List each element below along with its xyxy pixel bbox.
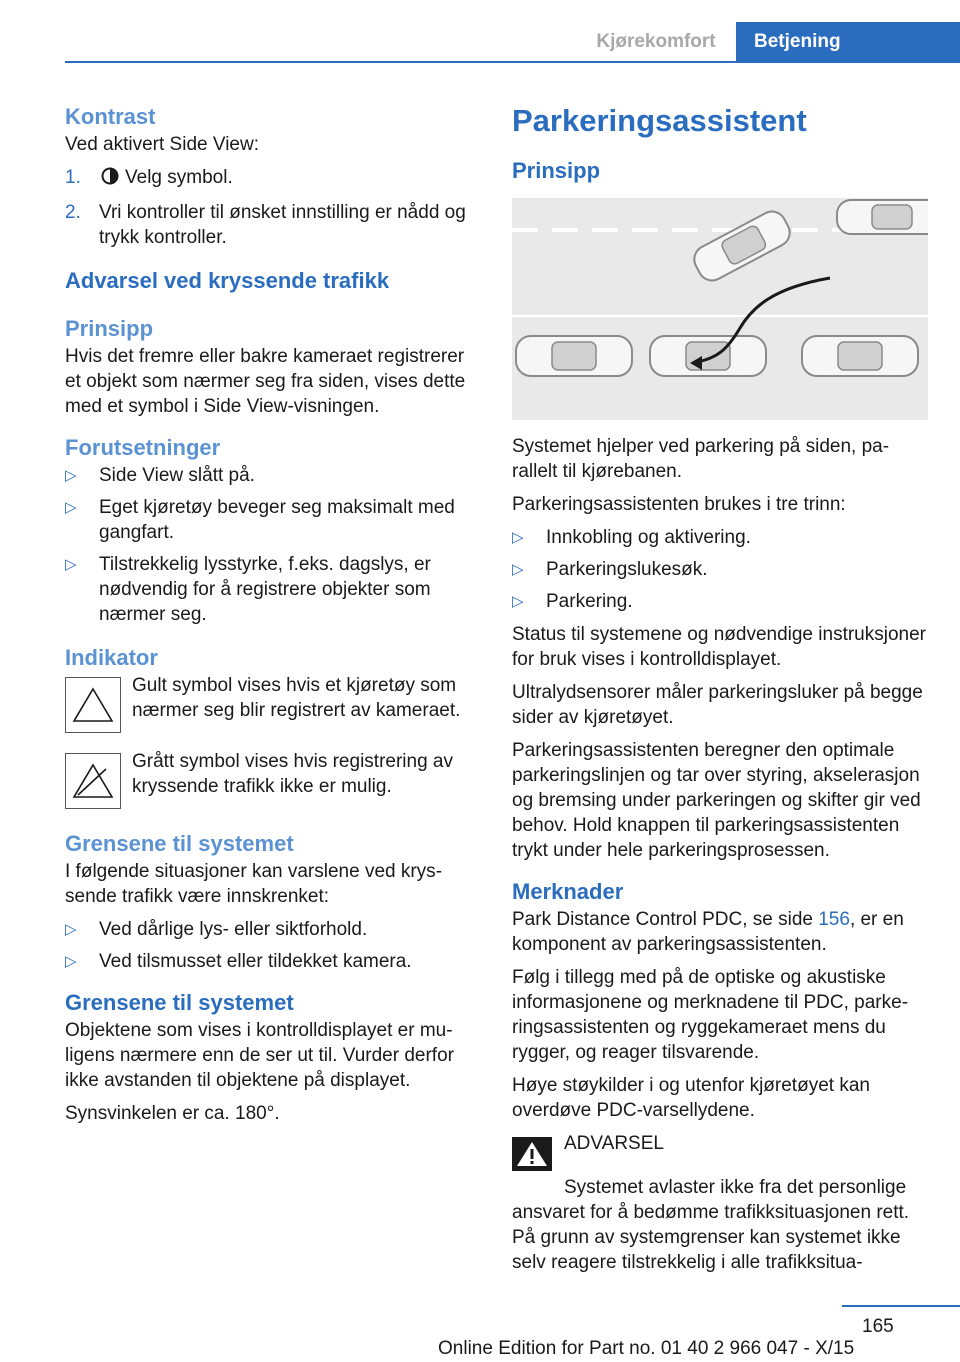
cross-traffic-principle-heading: Prinsipp [65, 316, 154, 341]
indicator-grey-row [65, 749, 477, 809]
limits-list [65, 917, 477, 974]
right-column [512, 102, 928, 1283]
indicator-yellow-text: Gult symbol vises hvis et kjøretøy som nærmer seg blir registrert av kameraet. [132, 675, 461, 721]
parking-p5: Parkeringsassistenten beregner den optimale parkeringslinjen og tar over styring, akselerasjon og bremsing under parkeringen og skifter gir ved behov. Hold knappen til parkeringsassistenten trykt under hele parkeringsprosessen. [512, 740, 921, 861]
prereq-heading: Forutsetninger [65, 435, 221, 460]
parking-p2: Parkeringsassistenten brukes i tre trinn: [512, 494, 846, 515]
page-link[interactable]: 156 [818, 909, 850, 930]
warning-block [512, 1131, 928, 1171]
parking-p4: Ultralydsensorer måler parkeringsluker på begge sider av kjøretøyet. [512, 682, 923, 728]
target-car-icon [837, 200, 928, 234]
contrast-icon [101, 167, 119, 192]
limits-heading: Grensene til systemet [65, 831, 294, 856]
cross-traffic-principle-text: Hvis det fremre eller bakre kameraet registrerer et objekt som nærmer seg fra siden, vises dette med et symbol i Side View-visningen. [65, 346, 466, 417]
page-number: 165 [862, 1316, 894, 1337]
kontrast-step-1: 1. Velg symbol. [65, 165, 477, 192]
parked-car-left-icon [516, 336, 632, 376]
parked-car-right-icon [802, 336, 918, 376]
indicator-heading: Indikator [65, 645, 158, 670]
left-column [65, 102, 477, 1134]
notes-p2: Følg i tillegg med på de optiske og akustiske informasjonene og merknadene til PDC, parkeringsassistenten og ryggekameraet mens du rygger, og reager tilsvarende. [512, 967, 909, 1063]
footer-divider [842, 1305, 960, 1307]
notes-p3: Høye støykilder i og utenfor kjøretøyet kan overdøve PDC-varsellydene. [512, 1075, 870, 1121]
list-item: ▷ Parkeringslukesøk. [512, 559, 708, 580]
kontrast-steps [65, 165, 477, 250]
kontrast-heading: Kontrast [65, 104, 156, 129]
warning-label: ADVARSEL [564, 1133, 664, 1154]
limits2-text2: Synsvinkelen er ca. 180°. [65, 1103, 280, 1124]
parked-car-middle-icon [650, 336, 766, 376]
parking-p3: Status til systemene og nødvendige instruksjoner for bruk vises i kontrolldisplayet. [512, 624, 926, 670]
parking-p1: Systemet hjelper ved parkering på siden, parallelt til kjørebanen. [512, 436, 890, 482]
cross-traffic-heading: Advarsel ved kryssende trafikk [65, 268, 390, 293]
header-active-section: Betjening [736, 22, 960, 62]
parking-assistant-heading: Parkeringsassistent [512, 103, 807, 138]
header-divider [65, 61, 960, 63]
notes-heading: Merknader [512, 879, 624, 904]
list-item: ▷ Side View slått på. [65, 465, 255, 486]
warning-text: Systemet avlaster ikke fra det personlige ansvaret for å bedømme trafikksituasjonen rett. På grunn av systemgrenser kan systemet ikke selv reagere tilstrekkelig i alle trafikksitua- [512, 1177, 910, 1273]
list-item: ▷ Parkering. [512, 591, 633, 612]
warning-triangle-icon [65, 677, 121, 733]
page-header [0, 22, 960, 62]
indicator-yellow-row [65, 673, 477, 733]
list-item: ▷ Ved dårlige lys- eller siktforhold. [65, 919, 368, 940]
limits2-heading: Grensene til systemet [65, 990, 294, 1015]
limits2-text1: Objektene som vises i kontrolldisplayet er muligens nærmere enn de ser ut til. Vurder derfor ikke avstanden til objektene på displayet. [65, 1020, 454, 1091]
kontrast-step-2: 2. Vri kontroller til ønsket innstilling er nådd og trykk kontroller. [65, 202, 466, 248]
header-section-label: Kjørekomfort [596, 31, 716, 52]
prereq-list [65, 463, 477, 627]
list-item: ▷ Tilstrekkelig lysstyrke, f.eks. dagslys, er nødvendig for å registrere objekter som nærmer seg. [65, 554, 431, 625]
indicator-grey-text: Grått symbol vises hvis registrering av kryssende trafikk ikke er mulig. [132, 751, 453, 797]
limits-text: I følgende situasjoner kan varslene ved kryssende trafikk være innskrenket: [65, 861, 443, 907]
footer-edition: Online Edition for Part no. 01 40 2 966 047 - X/15 [438, 1338, 855, 1359]
warning-icon [512, 1137, 552, 1171]
list-item: ▷ Eget kjøretøy beveger seg maksimalt med gangfart. [65, 497, 455, 543]
parking-steps [512, 525, 928, 614]
kontrast-intro: Ved aktivert Side View: [65, 134, 259, 155]
parking-principle-heading: Prinsipp [512, 158, 601, 183]
list-item: ▷ Ved tilsmusset eller tildekket kamera. [65, 951, 412, 972]
warning-triangle-crossed-icon [65, 753, 121, 809]
notes-p1: Park Distance Control PDC, se side 156, er en komponent av parkeringsassistenten. [512, 909, 904, 955]
list-item: ▷ Innkobling og aktivering. [512, 527, 751, 548]
parking-illustration [512, 198, 928, 420]
